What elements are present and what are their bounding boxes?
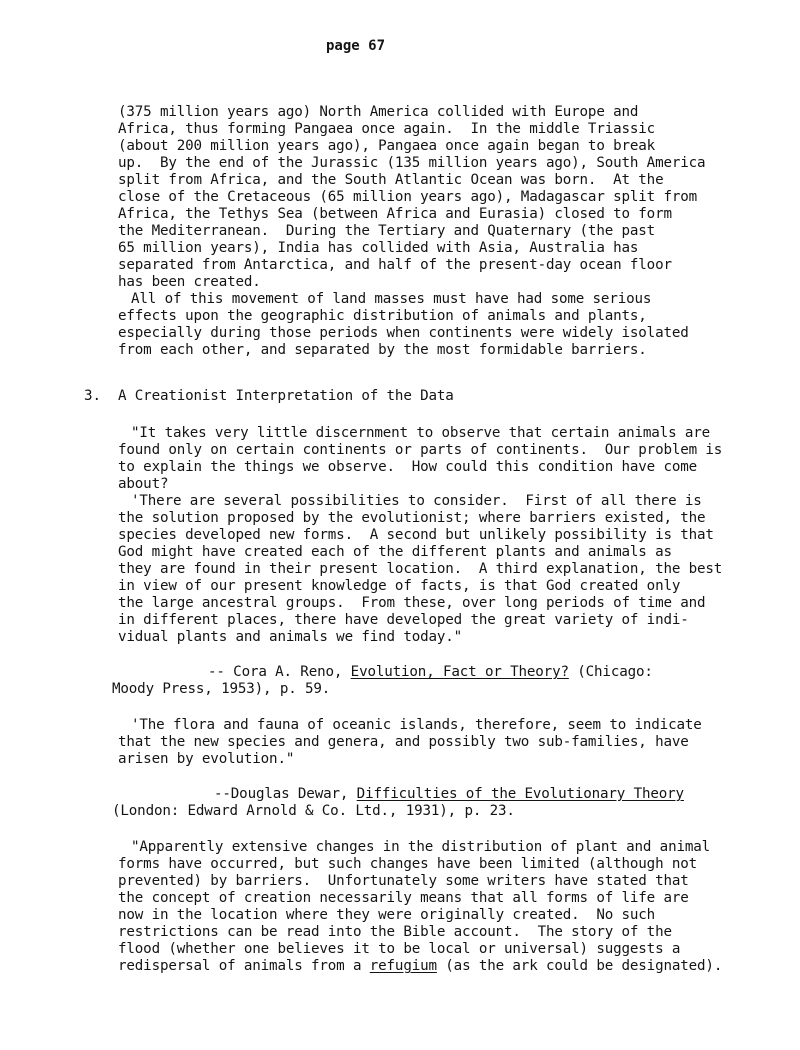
- section-title: A Creationist Interpretation of the Data: [118, 388, 454, 404]
- page-number: page 67: [326, 38, 386, 54]
- text-line: flood (whether one believes it to be local or universal) suggests a: [118, 941, 681, 957]
- text-line: (375 million years ago) North America collided with Europe and: [118, 104, 639, 120]
- citation-suffix: (Chicago:: [568, 664, 653, 680]
- text-line: up. By the end of the Jurassic (135 million years ago), South America: [118, 155, 706, 171]
- citation-prefix: -- Cora A. Reno,: [208, 664, 351, 680]
- text-line: now in the location where they were originally created. No such: [118, 907, 656, 923]
- text-line: arisen by evolution.": [118, 751, 295, 767]
- text-line: the large ancestral groups. From these, over long periods of time and: [118, 595, 706, 611]
- text-line: vidual plants and animals we find today.": [118, 629, 463, 645]
- section-number: 3.: [84, 388, 102, 404]
- text-line: "Apparently extensive changes in the distribution of plant and animal: [131, 839, 711, 855]
- text-line: forms have occurred, but such changes have been limited (although not: [118, 856, 698, 872]
- text-prefix: redispersal of animals from a: [118, 958, 370, 974]
- text-line: the Mediterranean. During the Tertiary and Quaternary (the past: [118, 223, 656, 239]
- text-line: close of the Cretaceous (65 million years ago), Madagascar split from: [118, 189, 698, 205]
- text-line: that the new species and genera, and possibly two sub-families, have: [118, 734, 689, 750]
- text-line: has been created.: [118, 274, 261, 290]
- citation-dewar: [214, 786, 684, 803]
- citation-reno: [208, 664, 653, 681]
- text-line: about?: [118, 476, 169, 492]
- citation-prefix: --Douglas Dewar,: [214, 786, 357, 802]
- text-line: 'There are several possibilities to consider. First of all there is: [131, 493, 702, 509]
- text-line: All of this movement of land masses must have had some serious: [131, 291, 652, 307]
- text-line: 65 million years), India has collided with Asia, Australia has: [118, 240, 639, 256]
- text-line: effects upon the geographic distribution of animals and plants,: [118, 308, 647, 324]
- text-line: "It takes very little discernment to observe that certain animals are: [131, 425, 711, 441]
- text-line: the solution proposed by the evolutionist; where barriers existed, the: [118, 510, 706, 526]
- text-line: in view of our present knowledge of facts, is that God created only: [118, 578, 681, 594]
- text-line: 'The flora and fauna of oceanic islands, therefore, seem to indicate: [131, 717, 702, 733]
- text-line: species developed new forms. A second but unlikely possibility is that: [118, 527, 714, 543]
- citation-publisher: Moody Press, 1953), p. 59.: [112, 681, 331, 697]
- text-line: (about 200 million years ago), Pangaea once again began to break: [118, 138, 656, 154]
- citation-publisher: (London: Edward Arnold & Co. Ltd., 1931), p. 23.: [112, 803, 515, 819]
- text-line: prevented) by barriers. Unfortunately some writers have stated that: [118, 873, 689, 889]
- text-line: found only on certain continents or parts of continents. Our problem is: [118, 442, 723, 458]
- text-line-last: [118, 958, 722, 975]
- term-refugium: refugium: [369, 958, 437, 974]
- text-line: split from Africa, and the South Atlantic Ocean was born. At the: [118, 172, 664, 188]
- text-line: to explain the things we observe. How could this condition have come: [118, 459, 698, 475]
- text-line: Africa, the Tethys Sea (between Africa and Eurasia) closed to form: [118, 206, 672, 222]
- book-title-evolution-fact-or-theory: Evolution, Fact or Theory?: [350, 664, 569, 680]
- text-line: they are found in their present location. A third explanation, the best: [118, 561, 723, 577]
- text-line: God might have created each of the different plants and animals as: [118, 544, 672, 560]
- text-suffix: (as the ark could be designated).: [436, 958, 723, 974]
- book-title-difficulties: Difficulties of the Evolutionary Theory: [356, 786, 684, 802]
- text-line: the concept of creation necessarily means that all forms of life are: [118, 890, 689, 906]
- text-line: separated from Antarctica, and half of the present-day ocean floor: [118, 257, 672, 273]
- text-line: especially during those periods when continents were widely isolated: [118, 325, 689, 341]
- text-line: from each other, and separated by the most formidable barriers.: [118, 342, 647, 358]
- text-line: Africa, thus forming Pangaea once again. In the middle Triassic: [118, 121, 656, 137]
- text-line: restrictions can be read into the Bible account. The story of the: [118, 924, 672, 940]
- text-line: in different places, there have developed the great variety of indi-: [118, 612, 689, 628]
